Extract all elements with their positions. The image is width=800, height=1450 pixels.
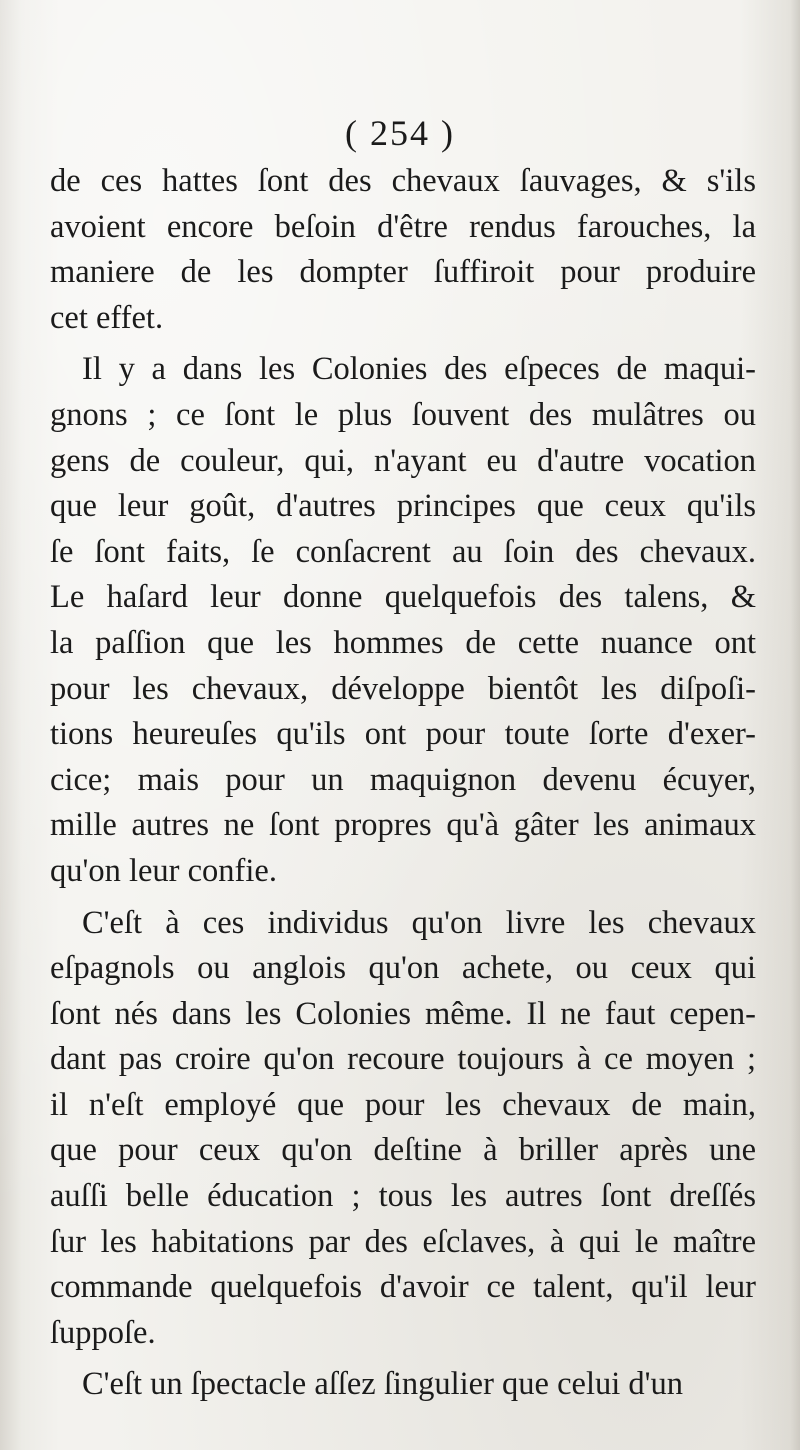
text-line: gnons ; ce ſont le plus ſouvent des mulâtres ou — [50, 396, 756, 433]
text-line: mille autres ne ſont propres qu'à gâter les animaux — [50, 807, 756, 844]
text-line: eſpagnols ou anglois qu'on achete, ou ceux qui — [50, 950, 756, 987]
text-line: qu'on leur confie. — [50, 852, 277, 889]
text-line: cice; mais pour un maquignon devenu écuyer, — [50, 761, 756, 798]
text-line: ſont nés dans les Colonies même. Il ne faut cepen- — [50, 995, 756, 1032]
text-line: dant pas croire qu'on recoure toujours à ce moyen ; — [50, 1041, 756, 1078]
paragraph — [50, 1362, 756, 1408]
text-line: avoient encore beſoin d'être rendus farouches, la — [50, 208, 756, 245]
text-line: Il y a dans les Colonies des eſpeces de maqui- — [82, 351, 756, 388]
text-line: la paſſion que les hommes de cette nuance ont — [50, 624, 756, 661]
text-line: que leur goût, d'autres principes que ceux qu'ils — [50, 488, 756, 525]
text-line: auſſi belle éducation ; tous les autres ſont dreſſés — [50, 1178, 756, 1215]
paragraph — [50, 347, 756, 894]
paragraph — [50, 901, 756, 1357]
text-line: C'eſt un ſpectacle aſſez ſingulier que celui d'un — [82, 1366, 683, 1403]
text-line: de ces hattes ſont des chevaux ſauvages, & s'ils — [50, 163, 756, 199]
text-line: il n'eſt employé que pour les chevaux de main, — [50, 1086, 756, 1123]
text-line: ſur les habitations par des eſclaves, à qui le maître — [50, 1223, 756, 1260]
text-line: pour les chevaux, développe bientôt les diſpoſi- — [50, 670, 756, 707]
text-line: cet effet. — [50, 299, 164, 336]
text-line: ſuppoſe. — [50, 1314, 156, 1351]
text-line: ſe ſont faits, ſe conſacrent au ſoin des chevaux. — [50, 533, 756, 570]
text-line: C'eſt à ces individus qu'on livre les chevaux — [82, 904, 756, 941]
text-line: commande quelquefois d'avoir ce talent, qu'il leur — [50, 1269, 756, 1306]
paragraph — [50, 159, 756, 341]
page-number: ( 254 ) — [345, 113, 455, 153]
text-line: Le haſard leur donne quelquefois des talens, & — [50, 579, 756, 616]
text-line: tions heureuſes qu'ils ont pour toute ſorte d'exer- — [50, 716, 756, 753]
text-line: maniere de les dompter ſuffiroit pour produire — [50, 254, 756, 291]
text-line: que pour ceux qu'on deſtine à briller après une — [50, 1132, 756, 1169]
text-line: gens de couleur, qui, n'ayant eu d'autre vocation — [50, 442, 756, 479]
body-text — [50, 159, 756, 1408]
